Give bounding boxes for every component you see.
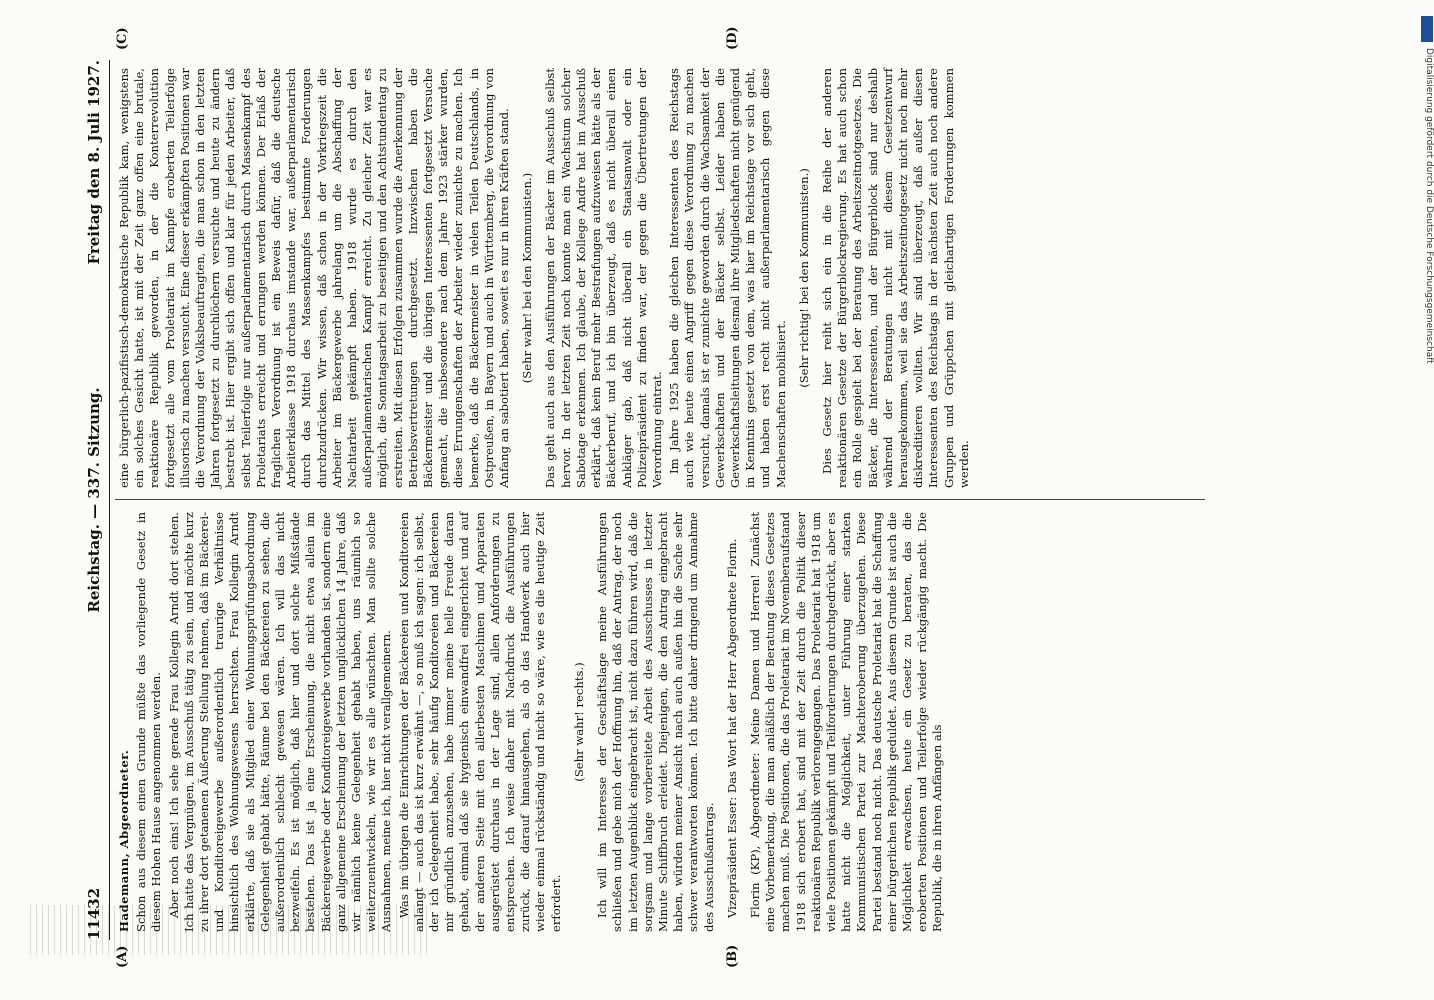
page-number: 11432 xyxy=(85,887,103,940)
margin-marker-c: (C) xyxy=(115,27,130,50)
page-content xyxy=(85,26,1285,968)
speaker-line: Hademann, Abgeordneter. xyxy=(117,749,131,932)
right-column xyxy=(117,68,974,488)
margin-marker-d: (D) xyxy=(725,26,740,50)
paragraph: Florin (KP), Abgeordneter: Meine Damen und Herren! Zunächst eine Vorbemerkung, die man anläßlich der Beratung dieses Gesetzes machen muß. Die Positionen, die das Proletariat im Novemberaufstand 1918 sich erobert hat, sind mit der Zeit durch die Politik dieser reaktionären Republik verlorengegangen. Das Proletariat hat 1918 um viele Positionen gekämpft und Teilforderungen durchgedrückt, aber es hatte nicht die Möglichkeit, unter Führung einer starken Kommunistischen Partei zur Machteroberung überzugehen. Diese Partei bestand noch nicht. Das deutsche Proletariat hat die Schaffung einer bürgerlichen Republik geduldet. Aus diesem Grunde ist auch die Möglichkeit erwachsen, heute ein Gesetz zu beraten, das die eroberten Positionen und Teilerfolge wieder rückgängig macht. Die Republik, die in ihren Anfängen als xyxy=(747,512,945,932)
paragraph: Dies Gesetz hier reiht sich ein in die Reihe der anderen reaktionären Gesetze der Bürgerblockregierung. Es hat auch schon ein Rolle gespielt bei der Beratung des Arbeitszeitnotgesetzes. Die Bäcker, die Interessenten, und der Bürgerblock sind nur deshalb während der Beratungen nicht mit diesem Gesetzentwurf herausgekommen, weil sie das Arbeitszeitnotgesetz nicht noch mehr diskreditieren wollten. Wir sind überzeugt, daß außer diesen Interessenten des Reichstags in der nächsten Zeit auch noch andere Gruppen und Grüppchen mit gleichartigen Forderungen kommen werden. xyxy=(819,68,971,488)
margin-marker-a: (A) xyxy=(115,945,130,968)
session-title: Reichstag. — 337. Sitzung. xyxy=(85,387,103,613)
page-header xyxy=(85,60,107,940)
president-line: Vizepräsident Esser: Das Wort hat der Herr Abgeordnete Florin. xyxy=(724,538,739,918)
paragraph: Aber noch eins! Ich sehe gerade Frau Kollegin Arndt dort stehen. Ich hatte das Vergnügen, im Ausschuß tätig zu sein, und möchte kurz zu ihrer dort getanenen Äußerung Stellung nehmen, daß im Bäckerei- und Konditoreigewerbe außerordentlich traurige Verhältnisse hinsichtlich des Wohnungswesens herrschten. Frau Kollegin Arndt erklärte, daß sie als Mitglied einer Wohnungsprüfungsabordnung Gelegenheit gehabt hätte, Räume bei den Bäckereien zu sehen, die außerordentlich schlecht gewesen wären. Ich will das nicht bezweifeln. Es ist möglich, daß hier und dort solche Mißstände bestehen. Das ist ja eine Erscheinung, die nicht etwa allein im Bäckereigewerbe oder Konditoreigewerbe vorhanden ist, sondern eine ganz allgemeine Erscheinung der letzten unglücklichen 14 Jahre, daß wir nämlich keine Gelegenheit gehabt haben, uns räumlich so weiterzuentwickeln, wie wir es alle wünschten. Man sollte solche Ausnahmen, meine ich, hier nicht verallgemeinern. xyxy=(166,512,394,932)
interjection: (Sehr wahr! rechts.) xyxy=(571,662,586,782)
interjection: (Sehr richtig! bei den Kommunisten.) xyxy=(796,168,811,388)
paragraph: Im Jahre 1925 haben die gleichen Interessenten des Reichstags auch wie heute einen Angriff gegen diese Verordnung zu machen versucht, damals ist er zunichte geworden durch die Wachsamkeit der Gewerkschaften und der Bäcker selbst. Leider haben die Gewerkschaftsleitungen diesmal ihre Mitgliedschaften nicht genügend in Kenntnis gesetzt von dem, was hier im Reichstage vor sich geht, und haben erst recht nicht außerparlamentarisch gegen diese Machenschaften mobilisiert. xyxy=(667,68,788,488)
header-rule xyxy=(109,60,110,940)
dfg-logo xyxy=(1421,16,1433,42)
funding-note: Digitalisierung gefördert durch die Deutsche Forschungsgemeinschaft xyxy=(1424,48,1434,364)
paragraph: Ich will im Interesse der Geschäftslage meine Ausführungen schließen und gebe mich der Hoffnung hin, daß der Antrag, der noch im letzten Augenblick eingebracht ist, nicht dazu führen wird, daß die sorgsam und lange vorbereitete Arbeit des Ausschusses in letzter Minute Schiffbruch erleidet. Diejenigen, die den Antrag eingebracht haben, würden meiner Ansicht nach auch außen hin die Sache sehr schwer verantworten können. Ich bitte daher dringend um Annahme des Ausschußantrags. xyxy=(595,512,716,932)
paragraph: Das geht auch aus den Ausführungen der Bäcker im Ausschuß selbst hervor. In der letzten Zeit noch konnte man ein Wachstum solcher Sabotage erkennen. Ich glaube, der Kollege Andre hat im Ausschuß erklärt, daß kein Beruf mehr Bestrafungen aufzuweisen hätte als der Bäckerberuf, und ich bin überzeugt, daß es nicht überall einen Ankläger gab, daß nicht überall ein Staatsanwalt oder ein Polizeipräsident zu finden war, der gegen die Übertretungen der Verordnung eintrat. xyxy=(543,68,664,488)
paragraph: eine bürgerlich-pazifistisch-demokratische Republik kam, wenigstens ein solches Gesicht hatte, ist mit der Zeit ganz offen eine brutale, reaktionäre Republik geworden, in der die Konterrevolution fortgesetzt alle vom Proletariat im Kampfe eroberten Teilerfolge illusorisch zu machen versucht. Eine dieser erkämpften Positionen war die Verordnung der Volksbeauftragten, die man schon in den letzten Jahren fortgesetzt zu durchlöchern versuchte und heute zu ändern bestrebt ist. Hier ergibt sich offen und klar für jeden Arbeiter, daß selbst Teilerfolge nur außerparlamentarisch durch Massenkampf des Proletariats erreicht und errungen werden können. Der Erlaß der fraglichen Verordnung ist ein Beweis dafür, daß die deutsche Arbeiterklasse 1918 durchaus imstande war, außerparlamentarisch durch das Mittel des Massenkampfes bestimmte Forderungen durchzudrücken. Wir wissen, daß schon in der Vorkriegszeit die Arbeiter im Bäckergewerbe jahrelang um die Abschaffung der Nachtarbeit gekämpft haben. 1918 wurde es durch den außerparlamentarischen Kampf erreicht. Zu gleicher Zeit war es möglich, die Sonntagsarbeit zu beseitigen und den Achtstundentag zu erstreiten. Mit diesen Erfolgen zusammen wurde die Anerkennung der Betriebsvertretungen durchgesetzt. Inzwischen haben die Bäckermeister und die übrigen Interessenten fortgesetzt Versuche gemacht, die insbesondere nach dem Jahre 1923 stärker wurden, diese Errungenschaften der Arbeiter wieder zunichte zu machen. Ich bemerke, daß die Bäckermeister in vielen Teilen Deutschlands, in Ostpreußen, in Bayern und auch in Württemberg, die Verordnung von Anfang an sabotiert haben, soweit es nur in ihren Kräften stand. xyxy=(117,68,512,488)
dfg-sidebar xyxy=(1420,8,1434,558)
left-column xyxy=(117,512,948,932)
paragraph: Was im übrigen die Einrichtungen der Bäckereien und Konditoreien anlangt — auch das ist kurz erwähnt —, so muß ich sagen: ich selbst, der ich Gelegenheit habe, sehr häufig Konditoreien und Bäckereien mir gründlich anzusehen, habe immer meine helle Freude daran gehabt, einmal daß sie hygienisch einwandfrei eingerichtet und auf der anderen Seite mit den allerbesten Maschinen und Apparaten ausgerüstet durchaus in der Lage sind, allen Anforderungen zu entsprechen. Ich weise daher mit Nachdruck die Ausführungen zurück, die darauf hinausgehen, als ob das Handwerk auch hier wieder einmal rückständig und nicht so wäre, wie es die heutige Zeit erfordert. xyxy=(396,512,563,932)
paragraph: Schon aus diesem einen Grunde müßte das vorliegende Gesetz in diesem Hohen Hause angenommen werden. xyxy=(134,512,164,932)
margin-marker-b: (B) xyxy=(725,944,740,968)
column-separator xyxy=(115,499,1205,500)
session-date: Freitag den 8. Juli 1927. xyxy=(85,60,103,265)
interjection: (Sehr wahr! bei den Kommunisten.) xyxy=(520,172,535,384)
